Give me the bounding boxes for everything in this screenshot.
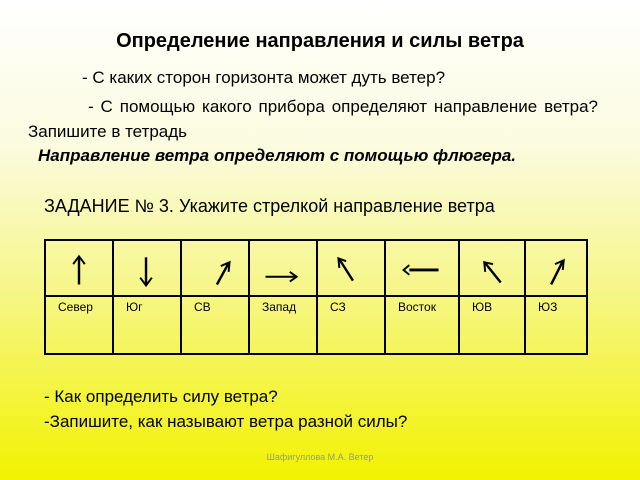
arrow-cell-west [249, 240, 317, 296]
arrow-cell-east [385, 240, 459, 296]
bullet-wind-strength [44, 387, 278, 407]
slide-footer: Шафигуллова М.А. Ветер [266, 452, 374, 462]
direction-label-north: Север [45, 296, 113, 354]
arrow-cell-southwest [525, 240, 587, 296]
direction-label-southwest: ЮЗ [525, 296, 587, 354]
arrow-up-right-icon [182, 241, 248, 295]
bullet-dash: - [44, 412, 50, 431]
direction-label-southeast: ЮВ [459, 296, 525, 354]
arrow-left-icon [386, 241, 458, 295]
arrow-cell-south [113, 240, 181, 296]
arrow-up-right-icon [526, 241, 586, 295]
direction-label-south: Юг [113, 296, 181, 354]
bullet-text: Как определить силу ветра? [54, 387, 278, 406]
arrow-up-left-icon [460, 241, 524, 295]
arrow-down-icon [114, 241, 180, 295]
question-instrument: - С помощью какого прибора определяют направление ветра? Запишите в тетрадь [28, 97, 598, 141]
arrow-up-left-icon [318, 241, 384, 295]
direction-label-east: Восток [385, 296, 459, 354]
direction-label-west: Запад [249, 296, 317, 354]
arrow-up-icon [46, 241, 112, 295]
arrow-cell-northwest [317, 240, 385, 296]
arrow-right-icon [250, 241, 316, 295]
direction-label-northeast: СВ [181, 296, 249, 354]
task-heading: ЗАДАНИЕ № 3. Укажите стрелкой направление ветра [44, 196, 495, 216]
bullet-dash: - [44, 387, 55, 406]
direction-label-northwest: СЗ [317, 296, 385, 354]
arrow-cell-southeast [459, 240, 525, 296]
wind-direction-table [44, 239, 588, 355]
arrow-cell-northeast [181, 240, 249, 296]
slide-title: Определение направления и силы ветра [116, 30, 524, 52]
question-horizon-sides: - С каких сторон горизонта может дуть ветер? [82, 68, 446, 87]
answer-weathervane: Направление ветра определяют с помощью флюгера. [38, 146, 517, 165]
arrow-cell-north [45, 240, 113, 296]
bullet-wind-names [44, 412, 407, 432]
bullet-text: Запишите, как называют ветра разной силы? [49, 412, 408, 431]
